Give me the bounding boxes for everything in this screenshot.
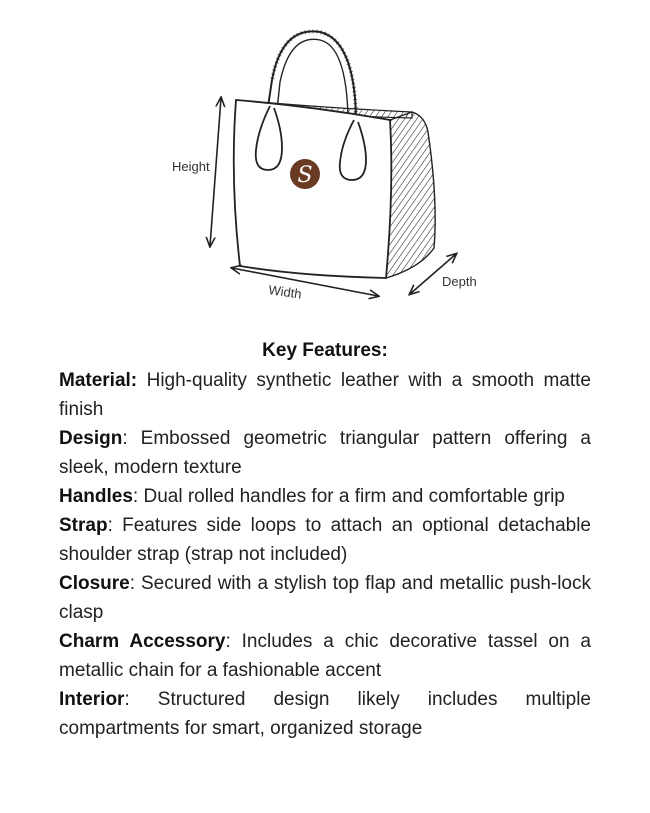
feature-text: : Secured with a stylish top flap and metallic push-lock clasp [59,573,591,623]
feature-text: : Includes a chic decorative tassel on a metallic chain for a fashionable accent [59,631,591,681]
feature-interior [59,685,591,743]
feature-handles [59,482,591,511]
key-features-heading: Key Features: [262,340,388,361]
feature-design [59,424,591,482]
feature-label: Design [59,428,123,449]
feature-material [59,366,591,424]
feature-text: High-quality synthetic leather with a smooth matte finish [59,370,591,420]
width-label: Width [267,282,303,302]
bag-dimension-diagram [150,20,500,320]
feature-label: Charm Accessory [59,631,226,652]
bag-front-body [234,100,392,278]
feature-text: : Dual rolled handles for a firm and comfortable grip [132,486,565,507]
height-label: Height [172,159,210,174]
feature-label: Closure [59,573,130,594]
feature-label: Strap [59,515,108,536]
key-features-section [59,336,591,743]
feature-label: Handles [59,486,133,507]
height-arrow [210,98,221,246]
bag-sketch [150,20,500,320]
brand-logo-letter: S [297,163,313,188]
feature-text: : Embossed geometric triangular pattern offering a sleek, modern texture [59,428,591,478]
feature-label: Material: [59,370,138,391]
depth-label: Depth [442,274,477,289]
feature-charm-accessory [59,627,591,685]
feature-closure [59,569,591,627]
feature-text: : Structured design likely includes multiple compartments for smart, organized storage [59,689,591,739]
feature-text: : Features side loops to attach an optional detachable shoulder strap (strap not included) [59,515,591,565]
feature-strap [59,511,591,569]
feature-label: Interior [59,689,125,710]
bag-side-panel [386,112,435,278]
